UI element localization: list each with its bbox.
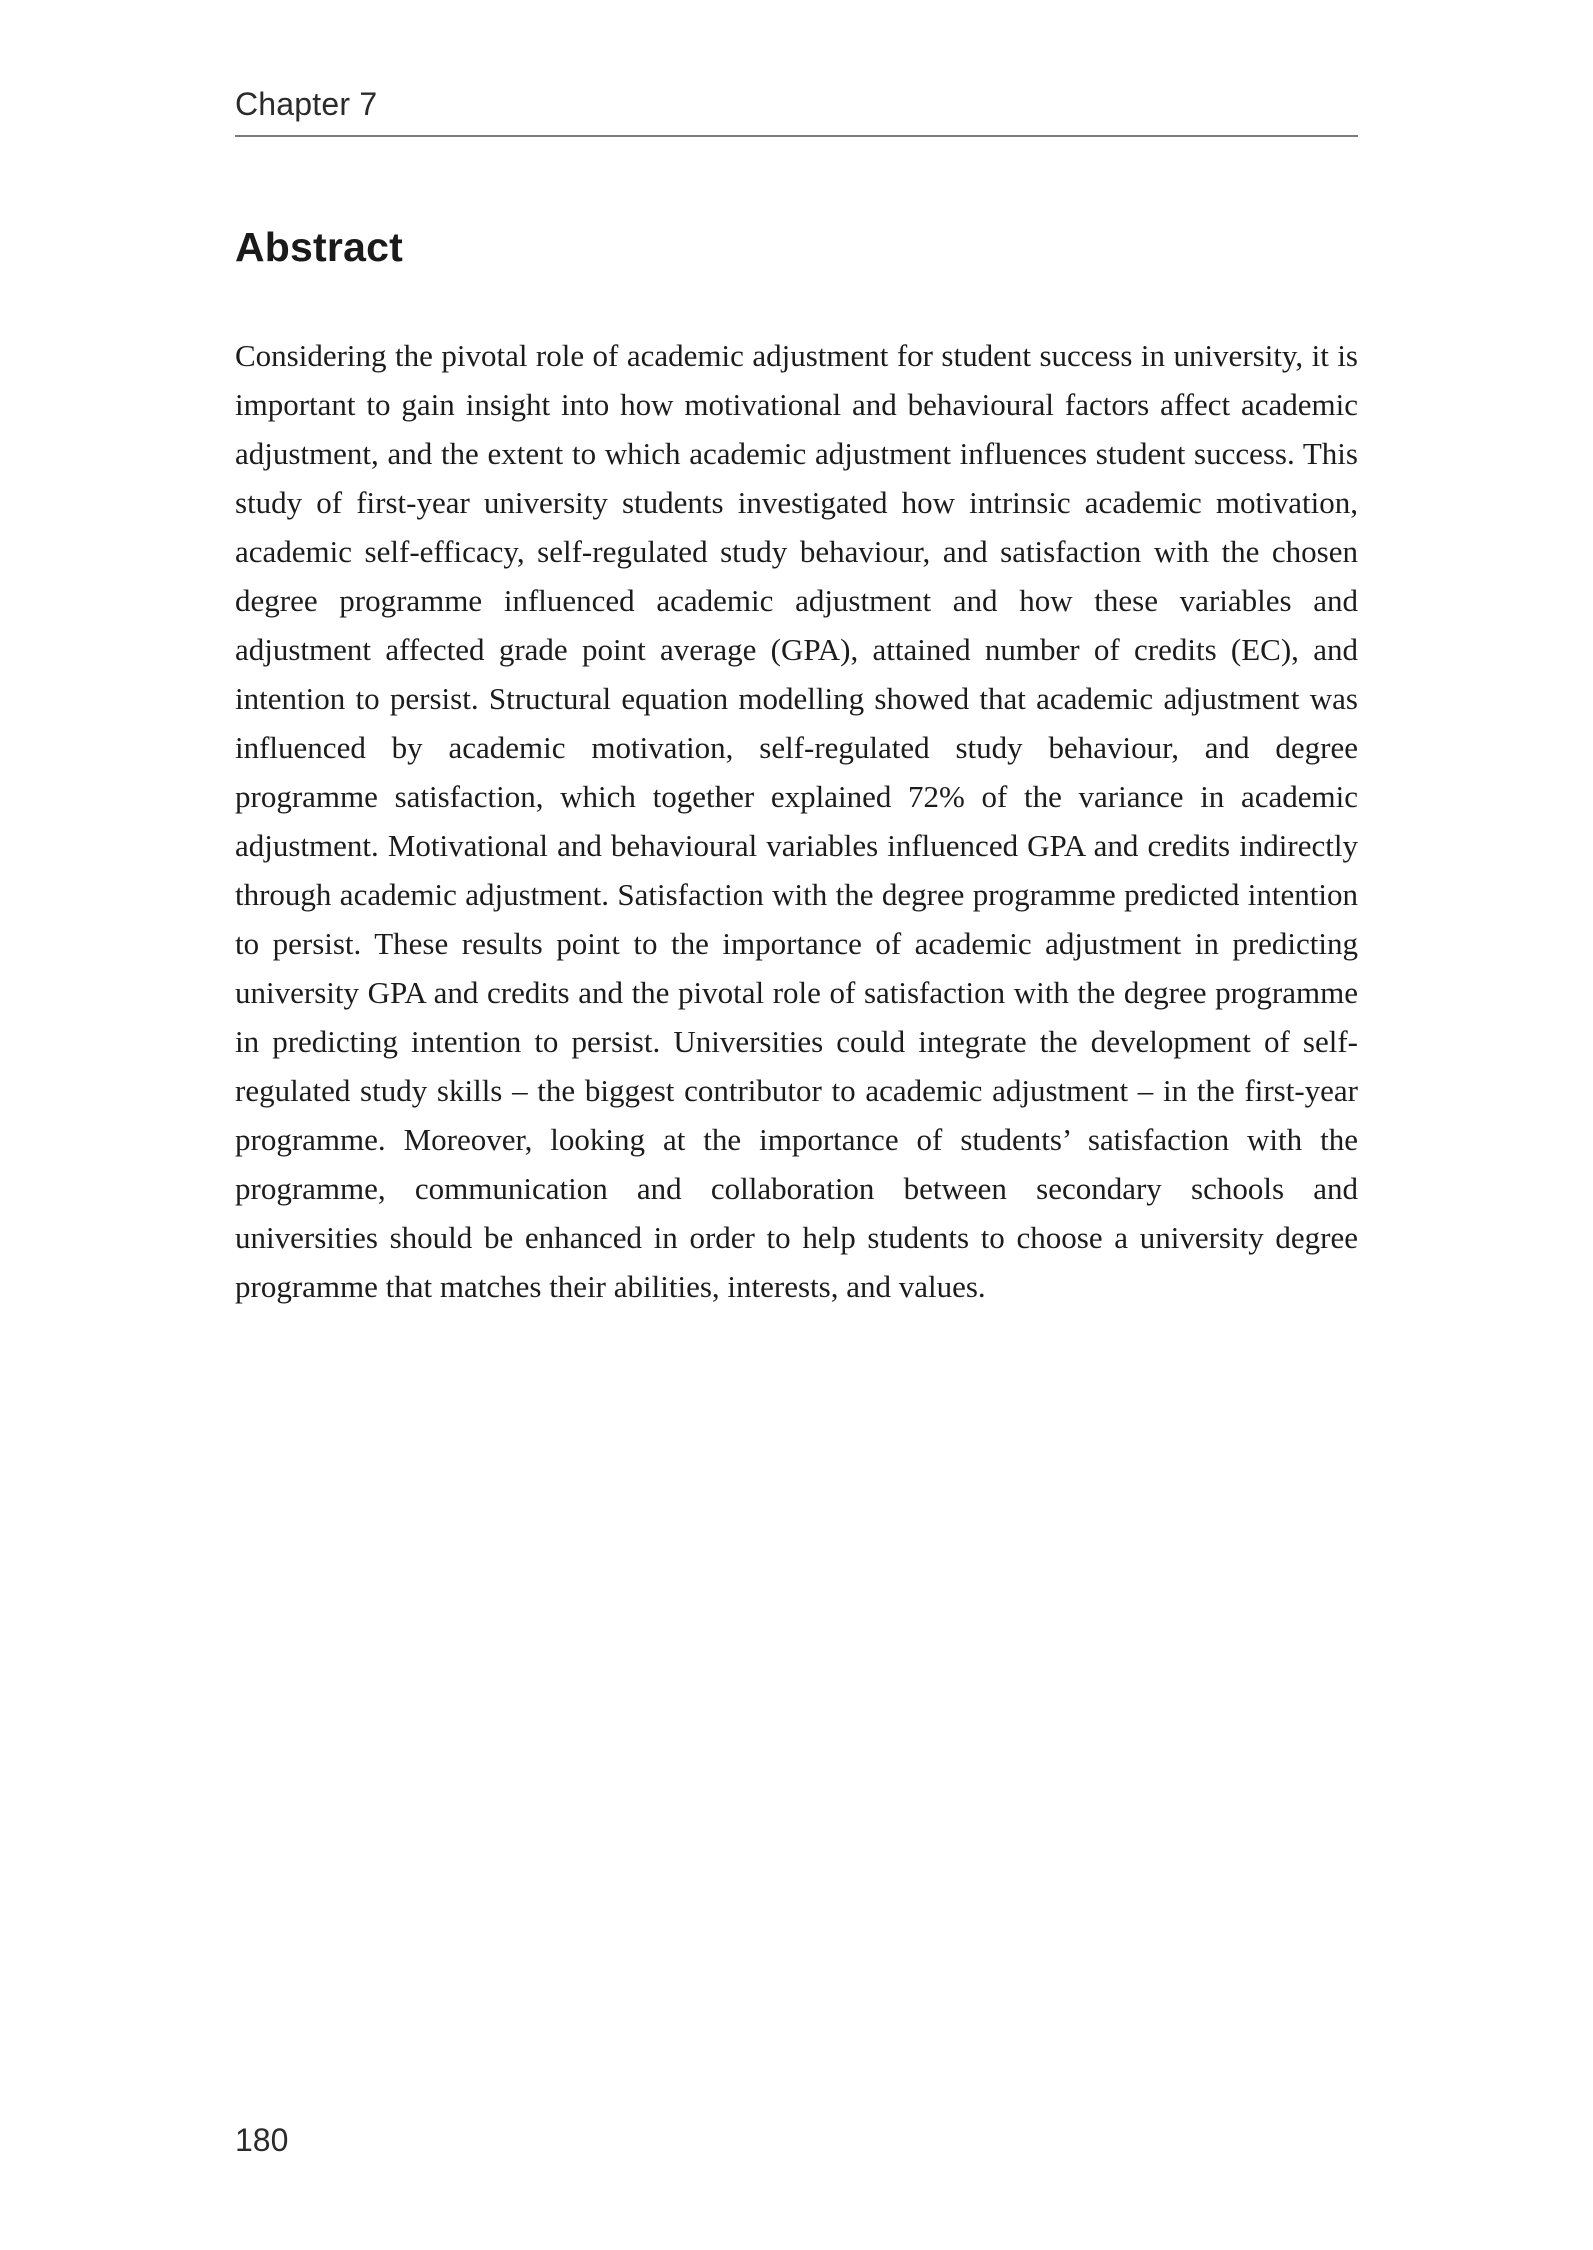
chapter-label: Chapter 7 bbox=[235, 86, 378, 122]
running-header bbox=[235, 86, 1358, 137]
abstract-paragraph: Considering the pivotal role of academic adjustment for student success in university, it is important to gain insight into how motivational and behavioural factors affect academic adjustment, and the extent to which academic adjustment influences student success. This study of first-year university students investigated how intrinsic academic motivation, academic self-efficacy, self-regulated study behaviour, and satisfaction with the chosen degree programme influenced academic adjustment and how these variables and adjustment affected grade point average (GPA), attained number of credits (EC), and intention to persist. Structural equation modelling showed that academic adjustment was influenced by academic motivation, self-regulated study behaviour, and degree programme satisfaction, which together explained 72% of the variance in academic adjustment. Motivational and behavioural variables influenced GPA and credits indirectly through academic adjustment. Satisfaction with the degree programme predicted intention to persist. These results point to the importance of academic adjustment in predicting university GPA and credits and the pivotal role of satisfaction with the degree programme in predicting intention to persist. Universities could integrate the development of self-regulated study skills – the biggest contributor to academic adjustment – in the first-year programme. Moreover, looking at the importance of students’ satisfaction with the programme, communication and collaboration between secondary schools and universities should be enhanced in order to help students to choose a university degree programme that matches their abilities, interests, and values. bbox=[235, 338, 1358, 1304]
page-number: 180 bbox=[235, 2122, 289, 2158]
page-title: Abstract bbox=[235, 224, 403, 270]
